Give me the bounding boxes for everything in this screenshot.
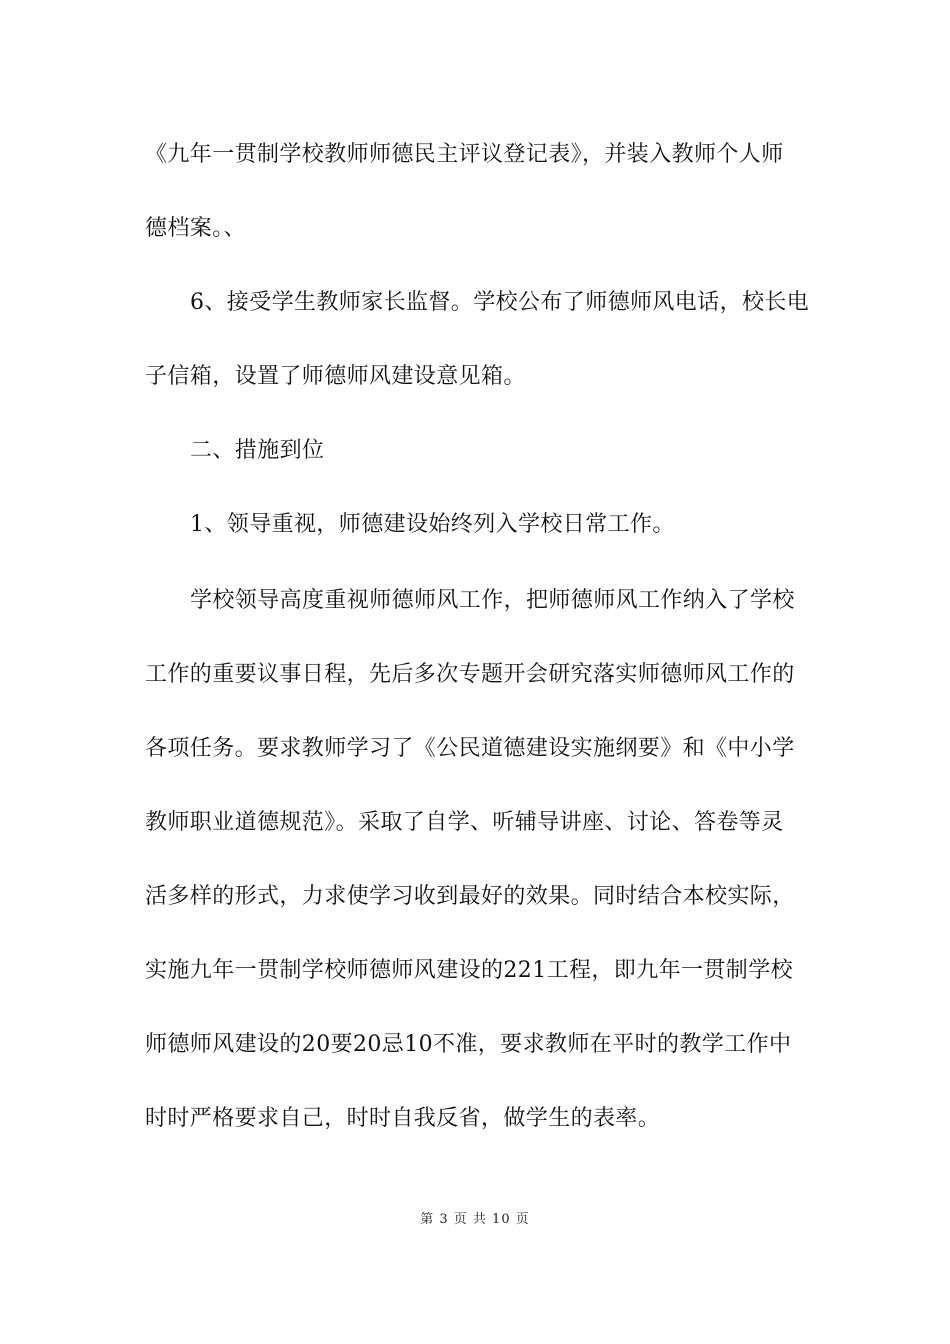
text-line: 实施九年一贯制学校师德师风建设的221工程，即九年一贯制学校 bbox=[145, 958, 793, 983]
text-line: 时时严格要求自己，时时自我反省，做学生的表率。 bbox=[145, 1106, 661, 1131]
text-line: 德档案。、 bbox=[145, 216, 247, 241]
text-line: 学校领导高度重视师德师风工作，把师德师风工作纳入了学校 bbox=[190, 588, 795, 613]
section-heading: 二、措施到位 bbox=[190, 438, 325, 463]
text-line: 《九年一贯制学校教师师德民主评议登记表》，并装入教师个人师 bbox=[145, 142, 784, 167]
text-line: 教师职业道德规范》。采取了自学、听辅导讲座、讨论、答卷等灵 bbox=[145, 810, 784, 835]
subsection-heading: 1、领导重视，师德建设始终列入学校日常工作。 bbox=[190, 512, 675, 537]
text-line: 各项任务。要求教师学习了《公民道德建设实施纲要》和《中小学 bbox=[145, 736, 795, 761]
text-line: 6、接受学生教师家长监督。学校公布了师德师风电话，校长电 bbox=[190, 290, 810, 315]
text-line: 师德师风建设的20要20忌10不准，要求教师在平时的教学工作中 bbox=[145, 1032, 792, 1057]
text-line: 活多样的形式，力求使学习收到最好的效果。同时结合本校实际， bbox=[145, 884, 795, 909]
text-line: 子信箱，设置了师德师风建设意见箱。 bbox=[145, 364, 526, 389]
text-line: 工作的重要议事日程，先后多次专题开会研究落实师德师风工作的 bbox=[145, 662, 795, 687]
page-number-footer: 第 3 页 共 10 页 bbox=[420, 1212, 530, 1227]
